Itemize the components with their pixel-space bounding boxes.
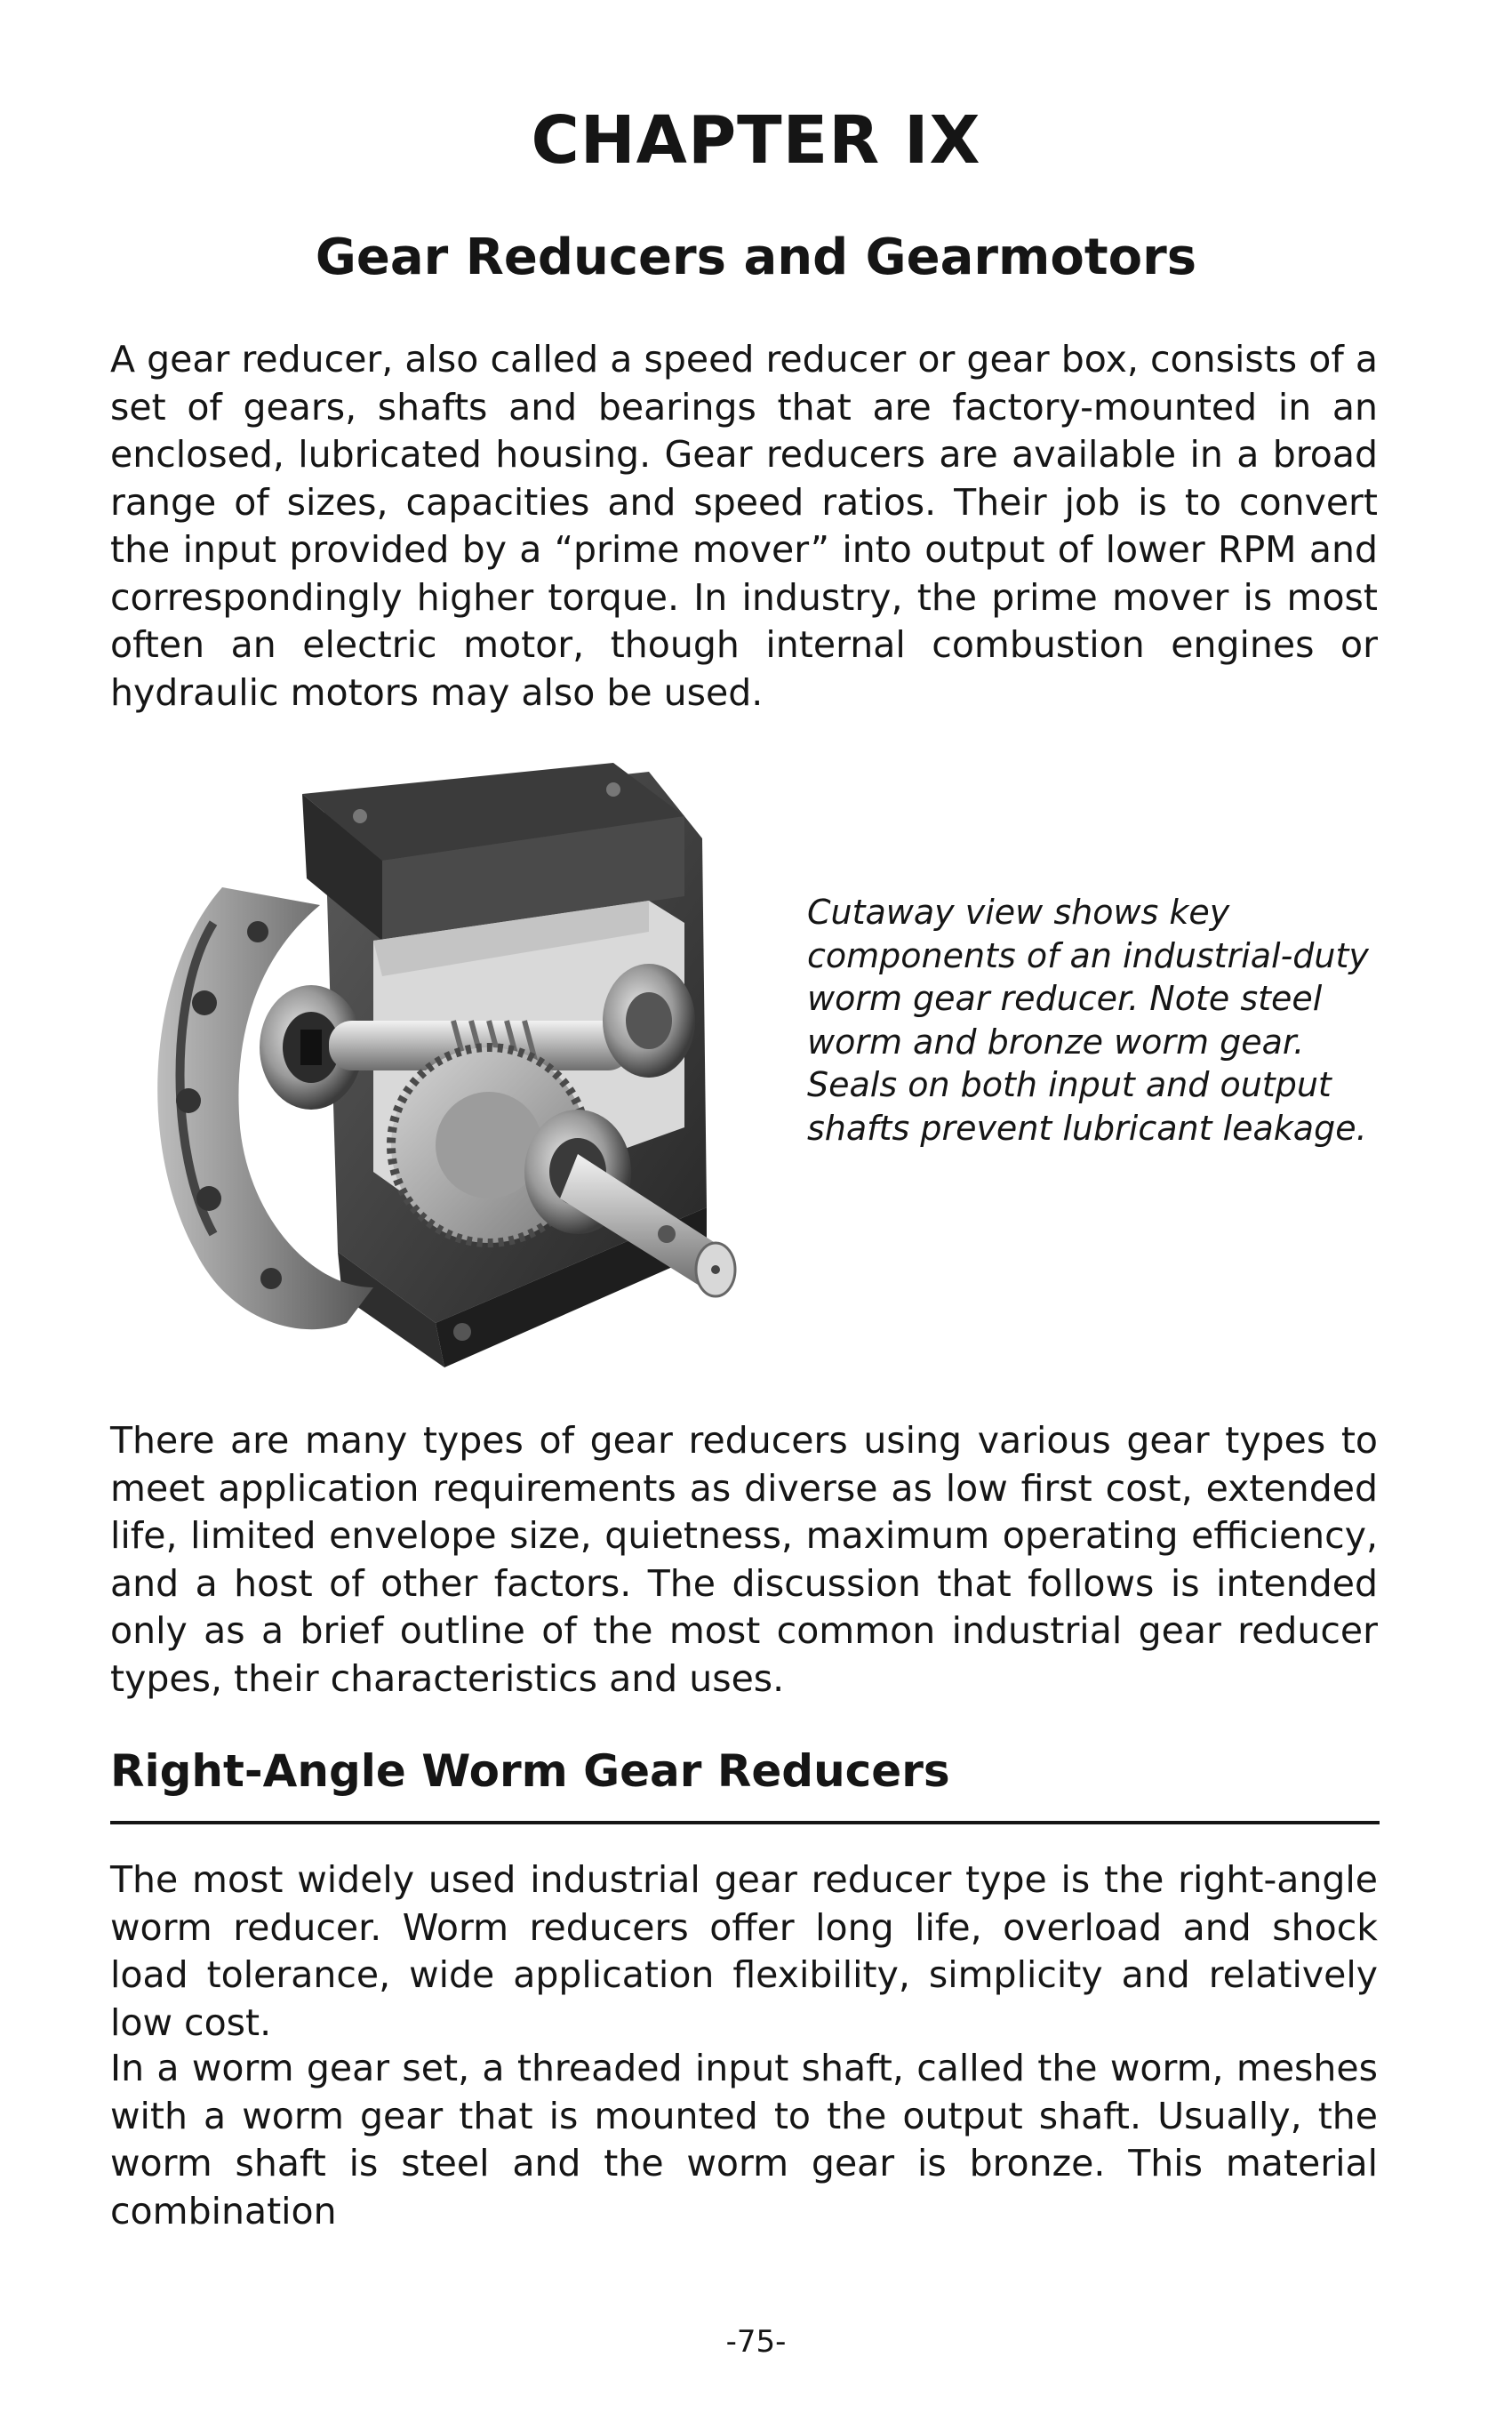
intro-paragraph: A gear reducer, also called a speed reducer or gear box, consists of a set of gears, shafts and bearings that are factory-mounted in an enclosed, lubricated housing. Gear reducers are available in a broad range of sizes, capacities and speed ratios. Their job is to convert the input provided by a “prime mover” into output of lower RPM and correspondingly higher torque. In industry, the prime mover is most often an electric motor, though internal combustion engines or hydraulic motors may also be used. (110, 338, 1378, 714)
section-heading: Right-Angle Worm Gear Reducers (110, 1745, 950, 1797)
chapter-title: CHAPTER IX (531, 102, 981, 179)
figure-caption: Cutaway view shows key components of an industrial-duty worm gear reducer. Note steel worm and bronze worm gear. Seals on both input and output shafts prevent lubricant leakage. (807, 893, 1369, 1148)
worm-detail-paragraph: In a worm gear set, a threaded input shaft, called the worm, meshes with a worm gear that is mounted to the output shaft. Usually, the worm shaft is steel and the worm gear is bronze. This material combination (110, 2047, 1378, 2233)
section-divider (110, 1821, 1380, 1824)
page-number: -75- (725, 2324, 787, 2360)
types-paragraph: There are many types of gear reducers using various gear types to meet application requirements as diverse as low first cost, extended life, limited envelope size, quietness, maximum operating efficiency, and a host of other factors. The discussion that follows is intended only as a brief outline of the most common industrial gear reducer types, their characteristics and uses. (110, 1419, 1378, 1700)
chapter-subtitle: Gear Reducers and Gearmotors (315, 228, 1197, 286)
worm-intro-paragraph: The most widely used industrial gear reducer type is the right-angle worm reducer. Worm reducers offer long life, overload and shock load tolerance, wide application flexibility, simplicity and relatively low cost. (110, 1858, 1378, 2044)
gear-reducer-figure (116, 754, 800, 1394)
worm-gear-reducer-cutaway-icon (116, 754, 800, 1394)
